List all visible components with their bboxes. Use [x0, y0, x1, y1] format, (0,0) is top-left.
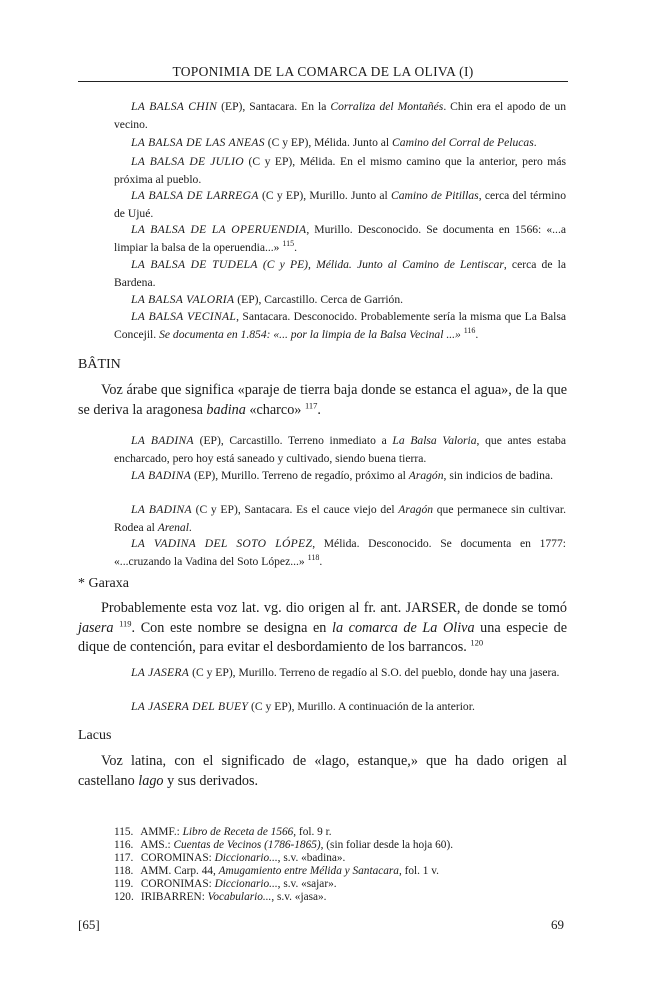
entry-balsa-operuendia: LA BALSA DE LA OPERUENDIA, Murillo. Desconocido. Se documenta en 1566: «...a limpiar la balsa de la operuendia...» $^{115}$. [114, 223, 566, 254]
page-number: 69 [551, 917, 564, 932]
footnote-115: 115. AMMF.: Libro de Receta de 1566, fol. 9 r. [114, 826, 332, 838]
entry-balsa-julio: LA BALSA DE JULIO (C y EP), Mélida. En el mismo camino que la anterior, pero más próxima al pueblo. [114, 155, 566, 186]
entry-vadina-soto-lopez: LA VADINA DEL SOTO LÓPEZ, Mélida. Desconocido. Se documenta en 1777: «...cruzando la Vadina del Soto López...» $^{118}$. [114, 537, 566, 568]
entry-balsa-aneas: LA BALSA DE LAS ANEAS (C y EP), Mélida. Junto al Camino del Corral de Pelucas. [131, 136, 537, 149]
section-heading-garaxa: * Garaxa [78, 576, 129, 591]
paragraph-garaxa: Probablemente esta voz lat. vg. dio origen al fr. ant. JARSER, de donde se tomó jasera $^{119}$. Con este nombre se designa en la comarca de La Oliva una especie de dique de contención, para evitar el desbordamiento de los barrancos. $^{120}$ [78, 600, 568, 655]
footnote-117: 117. COROMINAS: Diccionario..., s.v. «badina». [114, 852, 346, 864]
paragraph-lacus: Voz latina, con el significado de «lago, estanque,» que ha dado origen al castellano lago y sus derivados. [78, 753, 567, 789]
entry-badina-carcastillo: LA BADINA (EP), Carcastillo. Terreno inmediato a La Balsa Valoria, que antes estaba encharcado, pero hoy está saneado y cultivado, siendo buena tierra. [114, 434, 566, 465]
entry-badina-santacara: LA BADINA (C y EP), Santacara. Es el cauce viejo del Aragón que permanece sin cultivar. Rodea al Arenal. [114, 503, 566, 534]
footnote-120: 120. IRIBARREN: Vocabulario..., s.v. «jasa». [114, 891, 327, 903]
entry-balsa-chin: LA BALSA CHIN (EP), Santacara. En la Corraliza del Montañés. Chin era el apodo de un vecino. [114, 100, 566, 131]
paragraph-batin: Voz árabe que significa «paraje de tierra baja donde se estanca el agua», de la que se deriva la aragonesa badina «charco» $^{117}$. [78, 382, 567, 418]
entry-jasera-del-buey: LA JASERA DEL BUEY (C y EP), Murillo. A continuación de la anterior. [131, 700, 475, 713]
entry-balsa-tudela: LA BALSA DE TUDELA (C y PE), Mélida. Junto al Camino de Lentiscar, cerca de la Bardena. [114, 258, 566, 289]
section-heading-lacus: Lacus [78, 728, 112, 743]
entry-balsa-vecinal: LA BALSA VECINAL, Santacara. Desconocido. Probablemente sería la misma que La Balsa Concejil. Se documenta en 1.854: «... por la limpia de la Balsa Vecinal ...» $^{116}$. [114, 310, 566, 341]
footnote-119: 119. CORONIMAS: Diccionario..., s.v. «sajar». [114, 878, 337, 890]
entry-jasera: LA JASERA (C y EP), Murillo. Terreno de regadío al S.O. del pueblo, donde hay una jasera. [131, 666, 560, 679]
entry-balsa-valoria: LA BALSA VALORIA (EP), Carcastillo. Cerca de Garrión. [131, 293, 404, 306]
header-rule [78, 81, 568, 82]
page-number-bracketed: [65] [78, 917, 100, 932]
entry-badina-murillo: LA BADINA (EP), Murillo. Terreno de regadío, próximo al Aragón, sin indicios de badina. [131, 469, 553, 482]
entry-balsa-larrega: LA BALSA DE LARREGA (C y EP), Murillo. Junto al Camino de Pitillas, cerca del término de Ujué. [114, 189, 567, 220]
section-heading-batin: BÂTIN [78, 357, 121, 372]
footnote-118: 118. AMM. Carp. 44, Amugamiento entre Mélida y Santacara, fol. 1 v. [114, 865, 440, 877]
footnote-116: 116. AMS.: Cuentas de Vecinos (1786-1865), (sin foliar desde la hoja 60). [114, 839, 454, 851]
running-header: TOPONIMIA DE LA COMARCA DE LA OLIVA (I) [172, 64, 474, 79]
